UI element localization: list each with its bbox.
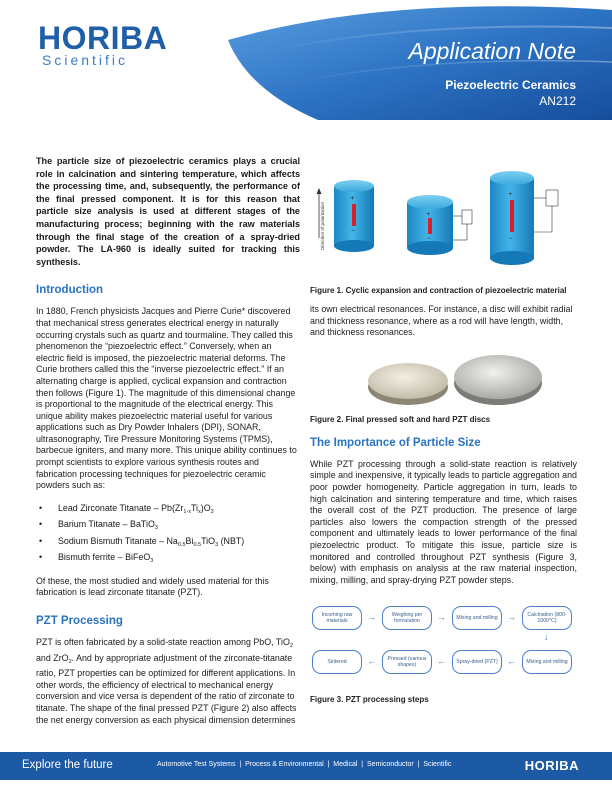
resonance-paragraph: its own electrical resonances. For instance, a disc will exhibit radial and thickness resonance, where as a rod will have length, width, and thickness resonances. — [310, 304, 573, 338]
arrow-down-icon: ↓ — [544, 632, 549, 643]
figure-2-graphic — [360, 349, 560, 409]
process-step-mixing-1: Mixing and milling — [452, 606, 502, 630]
arrow-left-icon: ← — [507, 656, 516, 667]
doc-code: AN212 — [539, 94, 576, 108]
footer-link-scientific[interactable]: Scientific — [423, 761, 452, 768]
particle-size-heading: The Importance of Particle Size — [310, 436, 481, 449]
figure-2-caption: Figure 2. Final pressed soft and hard PZT discs — [310, 414, 491, 424]
hard-pzt-disc — [454, 355, 542, 405]
figure-3-caption: Figure 3. PZT processing steps — [310, 695, 429, 705]
soft-pzt-disc — [368, 363, 448, 405]
svg-text:−: − — [509, 236, 513, 242]
process-step-sintered: Sintered — [312, 650, 362, 674]
svg-text:−: − — [427, 236, 431, 242]
footer-link-process[interactable]: Process & Environmental — [245, 761, 324, 768]
pzt-processing-paragraph: PZT is often fabricated by a solid-state reaction among PbO, TiO$_2$ and ZrO$_2$. And by appropriate adjustment of the zirconate-titanate ratio, PZT properties can be optimized for different applications. In other words, the efficiency of electrical to mechanical energy conversion and vice versa is dependent of the ratio of zirconate to titanate. The shape of the final pressed PZT (Figure 2) also affects the net energy conversion as each physical dimension determines — [36, 637, 297, 725]
right-column — [310, 170, 577, 705]
arrow-right-icon: → — [367, 612, 376, 623]
introduction-conclusion: Of these, the most studied and widely used material for this fabrication is lead zirconate titanate (PZT). — [36, 575, 269, 598]
footer-logo: HORIBA — [524, 758, 579, 773]
material-item: • Sodium Bismuth Titanate – $Na_{0.5}Bi_{0.5}TiO_3$ (NBT) — [36, 535, 300, 552]
battery-symbol-1 — [453, 210, 472, 240]
particle-size-paragraph: While PZT processing through a solid-state reaction is relatively simple and inexpensive, it typically leads to particle aggregation and poor powder homogeneity. Particle aggregation in turn, leads to high calcination and sintering temperature and time, which raises the overall cost of the PZT production. The presence of large particles also lowers the compaction strength of the pressed component and ultimately leads to lower performance of the final piezoelectric product. To mitigate this issue, particle size is monitored and controlled throughout PZT synthesis (Figure 3, below) with emphasis on analysis at the raw material inspection, mixing, milling, and spray-drying PZT powder steps. — [310, 458, 577, 585]
logo-wordmark: HORIBA — [38, 20, 168, 56]
figure-1-graphic — [310, 170, 572, 280]
arrow-left-icon: ← — [367, 656, 376, 667]
material-list — [36, 502, 300, 568]
svg-text:−: − — [351, 228, 355, 234]
cylinder-contracted — [407, 195, 453, 255]
footer-link-automotive[interactable]: Automotive Test Systems — [157, 761, 236, 768]
polarization-label: Direction of polarization — [320, 201, 325, 250]
figure-3-process-diagram — [310, 598, 580, 693]
pzt-discs-photo — [360, 349, 560, 409]
svg-text:+: + — [426, 212, 431, 218]
left-column — [36, 155, 300, 726]
footer-bar — [0, 752, 612, 780]
process-step-pressed: Pressed (various shapes) — [382, 650, 432, 674]
arrow-right-icon: → — [437, 612, 446, 623]
material-item: • Barium Titanate – BaTiO$_3$ — [36, 518, 300, 535]
figure-1-caption: Figure 1. Cyclic expansion and contraction of piezoelectric material — [310, 286, 567, 295]
introduction-heading: Introduction — [36, 284, 104, 297]
battery-symbol-2 — [534, 190, 558, 232]
cylinder-expanded — [490, 171, 534, 265]
material-item: • Lead Zirconate Titanate – $Pb(Zr_{1-x}Ti_x)O_3$ — [36, 502, 300, 519]
svg-text:+: + — [350, 196, 355, 202]
introduction-paragraph: In 1880, French physicists Jacques and Pierre Curie* discovered that mechanical stress generates electrical energy in naturally occurring crystals such as quartz and tourmaline. They called this phenomenon the “piezoelectric effect.” Conversely, when an electric field is imposed, the piezoelectric material deforms. The Curie brothers called this the “inverse piezoelectric effect.” If an alternating charge is applied, cyclical expansion and contraction then follows (Figure 1). The magnitude of this dimensional change is proportional to the magnitude of the electrical energy. This unique ability makes piezoelectric material useful for various applications such as Dry Powder Inhalers (DPI), SONAR, ultrasonography, Tire Pressure Monitoring Systems (TPMS), barbecue igniters, and many more. This unique ability continues to prompt scientists to explore various synthesis routes and fabrication processing techniques for piezoelectric ceramic powders such as: — [36, 306, 297, 491]
arrow-left-icon: ← — [437, 656, 446, 667]
svg-text:+: + — [508, 192, 513, 198]
footer-divisions: Automotive Test Systems | Process & Environmental | Medical | Semiconductor | Scientific — [157, 761, 452, 768]
material-item: • Bismuth ferrite – BiFeO$_3$ — [36, 551, 300, 568]
footer-link-medical[interactable]: Medical — [333, 761, 358, 768]
process-step-spray-dried: Spray-dried (PZT) — [452, 650, 502, 674]
process-step-mixing-2: Mixing and milling — [522, 650, 572, 674]
piezo-cylinders-illustration — [310, 170, 572, 280]
pzt-processing-heading: PZT Processing — [36, 615, 123, 628]
doc-topic: Piezoelectric Ceramics — [445, 78, 576, 92]
arrow-right-icon: → — [507, 612, 516, 623]
horiba-logo — [38, 22, 167, 68]
footer-tagline: Explore the future — [22, 759, 113, 771]
process-step-weighing: Weighing per formulation — [382, 606, 432, 630]
cylinder-neutral — [334, 180, 374, 252]
process-step-calcination: Calcination (800-1000°C) — [522, 606, 572, 630]
footer-link-semiconductor[interactable]: Semiconductor — [367, 761, 414, 768]
logo-subtitle: Scientific — [42, 52, 129, 68]
process-step-raw-materials: Incoming raw materials — [312, 606, 362, 630]
intro-paragraph: The particle size of piezoelectric ceramics plays a crucial role in calcination and sintering temperature, which affects the processing time, and, subsequently, the performance of the final pressed component. It is for this reason that particle size analysis is used at different stages of the manufacturing process; beginning with the raw materials through the final stage of the creation of a spray-dried powder. The LA-960 is ideally suited for tracking this synthesis. — [36, 156, 300, 267]
doc-type-title: Application Note — [408, 38, 576, 64]
